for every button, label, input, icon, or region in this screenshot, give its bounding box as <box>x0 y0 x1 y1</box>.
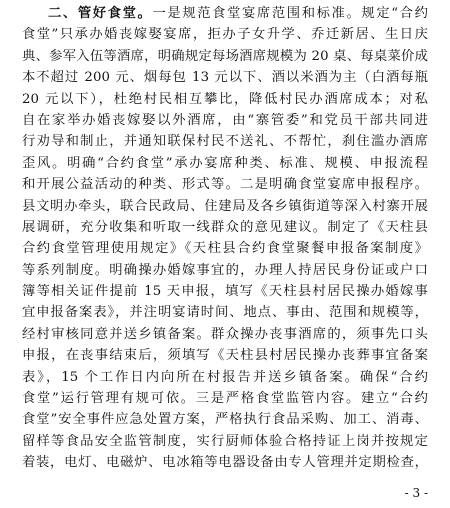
text-line: 自在家举办婚丧嫁娶以外酒席，由“寨管委”和党员干部共同进 <box>22 112 428 128</box>
text-line: 食堂”安全事件应急处置方案，严格执行食品采购、加工、消毒、 <box>22 412 428 428</box>
section-heading: 二、管好食堂。 <box>48 6 153 21</box>
text-line: 食堂”只承办婚丧嫁娶宴席，拒办子女升学、乔迁新居、生日庆 <box>22 27 428 43</box>
text-line: 行劝导和制止，并通知联保村民不送礼、不帮忙，刹住滥办酒席 <box>22 134 428 150</box>
text-line: 展调研，充分收集和听取一线群众的意见建议。制定了《天柱县 <box>22 219 428 235</box>
text-line: 典、参军入伍等酒席，明确规定每场酒席规模为 20 桌、每桌菜价成 <box>22 48 428 64</box>
text-line: 着装，电灯、电磁炉、电冰箱等电器设备由专人管理并定期检查， <box>22 455 428 471</box>
text-line: 本不超过 200 元、烟每包 13 元以下、酒以米酒为主（白酒每瓶 <box>22 70 428 86</box>
text-line: 申报，在丧事结束后，须填写《天柱县村居民操办丧葬事宜备案 <box>22 348 428 364</box>
text-line: 和开展公益活动的种类、形式等。二是明确食堂宴席申报程序。 <box>22 177 428 193</box>
text-line: 二、管好食堂。一是规范食堂宴席范围和标准。规定“合约 <box>48 6 428 21</box>
text-line: 留样等食品安全监管制度，实行厨师体验合格持证上岗并按规定 <box>22 433 428 449</box>
text-line: 20 元以下），杜绝村民相互攀比，降低村民办酒席成本；对私 <box>22 91 428 107</box>
text-line: 经村审核同意并送乡镇备案。群众操办丧事酒席的，须事先口头 <box>22 326 428 342</box>
text-line: 合约食堂管理使用规定》《天柱县合约食堂聚餐申报备案制度》 <box>22 241 428 257</box>
text-line: 歪风。明确“合约食堂”承办宴席种类、标准、规模、申报流程 <box>22 155 428 171</box>
text-line: 簿等相关证件提前 15 天申报，填写《天柱县村居民操办婚嫁事 <box>22 284 428 300</box>
text-line: 表》，15 个工作日内向所在村报告并送乡镇备案。确保“合约 <box>22 369 428 385</box>
page-number: - 3 - <box>404 486 428 500</box>
body-text <box>22 3 428 474</box>
text-line: 食堂”运行管理有规可依。三是严格食堂监管内容。建立“合约 <box>22 391 428 407</box>
text-line: 等系列制度。明确操办婚嫁事宜的，办理人持居民身份证或户口 <box>22 262 428 278</box>
text-line: 宜申报备案表》，并注明宴请时间、地点、事由、范围和规模等， <box>22 305 428 321</box>
text-line: 县文明办牵头，联合民政局、住建局及各乡镇街道等深入村寨开展 <box>22 198 428 214</box>
